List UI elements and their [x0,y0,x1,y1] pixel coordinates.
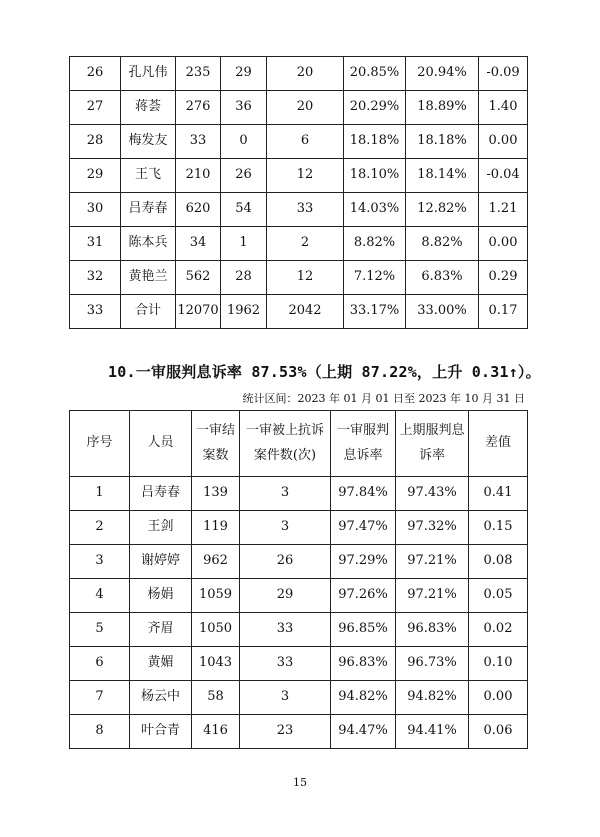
cell-name: 杨娟 [130,579,192,613]
cell-diff: 0.41 [469,477,528,511]
cell-rate: 20.85% [344,57,406,91]
cell-appeals: 36 [221,91,267,125]
cell-rate: 20.29% [344,91,406,125]
cell-name: 杨云中 [130,681,192,715]
cell-diff: 0.17 [479,295,528,329]
cell-cases: 139 [192,477,240,511]
first-instance-acceptance-table [69,410,528,749]
cell-rate: 18.18% [344,125,406,159]
cell-rate: 97.26% [331,579,396,613]
cell-rate: 97.29% [331,545,396,579]
cell-appeals: 54 [221,193,267,227]
cell-cases: 1050 [192,613,240,647]
cell-cases: 562 [176,261,221,295]
cell-name: 合计 [121,295,176,329]
table-row [70,261,528,295]
cell-prev: 12.82% [406,193,479,227]
cell-prev: 20.94% [406,57,479,91]
cell-no: 5 [70,613,130,647]
cell-diff: 0.05 [469,579,528,613]
cell-no: 1 [70,477,130,511]
cell-third: 33 [267,193,344,227]
header-rate: 一审服判息诉率 [331,411,396,477]
cell-name: 齐眉 [130,613,192,647]
cell-no: 33 [70,295,121,329]
cell-rate: 94.47% [331,715,396,749]
cell-appeals: 23 [240,715,331,749]
header-no: 序号 [70,411,130,477]
cell-prev: 96.83% [396,613,469,647]
cell-prev: 97.21% [396,545,469,579]
cell-prev: 97.21% [396,579,469,613]
cell-appeals: 29 [240,579,331,613]
cell-rate: 33.17% [344,295,406,329]
header-cases: 一审结案数 [192,411,240,477]
table-row [70,193,528,227]
cell-appeals: 33 [240,613,331,647]
table-row [70,57,528,91]
cell-name: 谢婷婷 [130,545,192,579]
cell-no: 3 [70,545,130,579]
table-row [70,227,528,261]
cell-diff: 1.21 [479,193,528,227]
cell-name: 叶合青 [130,715,192,749]
cell-third: 12 [267,261,344,295]
cell-prev: 18.14% [406,159,479,193]
cell-rate: 97.84% [331,477,396,511]
table-row [70,681,528,715]
cell-prev: 8.82% [406,227,479,261]
cell-diff: 0.02 [469,613,528,647]
cell-rate: 18.10% [344,159,406,193]
cell-diff: 0.00 [479,125,528,159]
cell-cases: 276 [176,91,221,125]
page-number: 15 [293,776,307,789]
cell-prev: 97.43% [396,477,469,511]
cell-appeals: 3 [240,511,331,545]
cell-third: 12 [267,159,344,193]
cell-rate: 97.47% [331,511,396,545]
cell-rate: 96.83% [331,647,396,681]
cell-appeals: 26 [240,545,331,579]
cell-no: 31 [70,227,121,261]
cell-diff: 0.06 [469,715,528,749]
ranking-table-continued [69,56,528,329]
cell-appeals: 26 [221,159,267,193]
cell-appeals: 1 [221,227,267,261]
cell-no: 26 [70,57,121,91]
cell-name: 王飞 [121,159,176,193]
cell-diff: 0.00 [479,227,528,261]
cell-diff: 1.40 [479,91,528,125]
cell-cases: 58 [192,681,240,715]
header-appeals: 一审被上抗诉案件数(次) [240,411,331,477]
cell-cases: 34 [176,227,221,261]
cell-rate: 7.12% [344,261,406,295]
cell-diff: 0.08 [469,545,528,579]
cell-name: 黄艳兰 [121,261,176,295]
cell-diff: -0.04 [479,159,528,193]
cell-diff: 0.10 [469,647,528,681]
cell-appeals: 29 [221,57,267,91]
table-row [70,613,528,647]
cell-appeals: 1962 [221,295,267,329]
table-row [70,159,528,193]
cell-cases: 1059 [192,579,240,613]
cell-rate: 96.85% [331,613,396,647]
cell-name: 陈本兵 [121,227,176,261]
cell-third: 20 [267,57,344,91]
table-row [70,715,528,749]
cell-diff: 0.00 [469,681,528,715]
cell-prev: 94.41% [396,715,469,749]
cell-cases: 12070 [176,295,221,329]
cell-no: 29 [70,159,121,193]
cell-appeals: 28 [221,261,267,295]
cell-cases: 235 [176,57,221,91]
cell-no: 32 [70,261,121,295]
header-name: 人员 [130,411,192,477]
cell-no: 6 [70,647,130,681]
cell-name: 吕寿春 [130,477,192,511]
cell-rate: 14.03% [344,193,406,227]
cell-rate: 8.82% [344,227,406,261]
cell-diff: -0.09 [479,57,528,91]
cell-third: 6 [267,125,344,159]
cell-rate: 94.82% [331,681,396,715]
cell-appeals: 3 [240,681,331,715]
cell-cases: 210 [176,159,221,193]
cell-no: 7 [70,681,130,715]
cell-cases: 1043 [192,647,240,681]
cell-cases: 962 [192,545,240,579]
table-row [70,545,528,579]
header-prev-rate: 上期服判息诉率 [396,411,469,477]
table-row [70,295,528,329]
cell-appeals: 0 [221,125,267,159]
cell-prev: 18.89% [406,91,479,125]
table-row [70,477,528,511]
stat-period: 统计区间：2023 年 01 月 01 日至 2023 年 10 月 31 日 [242,392,525,405]
cell-prev: 18.18% [406,125,479,159]
table-header-row [70,411,528,477]
cell-no: 2 [70,511,130,545]
cell-diff: 0.29 [479,261,528,295]
cell-cases: 416 [192,715,240,749]
table-row [70,647,528,681]
cell-third: 2042 [267,295,344,329]
cell-third: 2 [267,227,344,261]
cell-prev: 94.82% [396,681,469,715]
cell-prev: 33.00% [406,295,479,329]
cell-cases: 620 [176,193,221,227]
cell-third: 20 [267,91,344,125]
section-heading: 10.一审服判息诉率 87.53%（上期 87.22%，上升 0.31↑）。 [108,363,541,381]
cell-name: 黄媚 [130,647,192,681]
cell-cases: 33 [176,125,221,159]
cell-name: 孔凡伟 [121,57,176,91]
cell-cases: 119 [192,511,240,545]
cell-prev: 97.32% [396,511,469,545]
cell-no: 4 [70,579,130,613]
cell-name: 蒋荟 [121,91,176,125]
cell-no: 8 [70,715,130,749]
cell-prev: 6.83% [406,261,479,295]
cell-no: 30 [70,193,121,227]
header-diff: 差值 [469,411,528,477]
table-row [70,125,528,159]
cell-no: 27 [70,91,121,125]
cell-appeals: 33 [240,647,331,681]
cell-diff: 0.15 [469,511,528,545]
cell-prev: 96.73% [396,647,469,681]
cell-no: 28 [70,125,121,159]
table-row [70,91,528,125]
cell-appeals: 3 [240,477,331,511]
table-row [70,579,528,613]
cell-name: 王剑 [130,511,192,545]
cell-name: 吕寿春 [121,193,176,227]
table-row [70,511,528,545]
cell-name: 梅发友 [121,125,176,159]
